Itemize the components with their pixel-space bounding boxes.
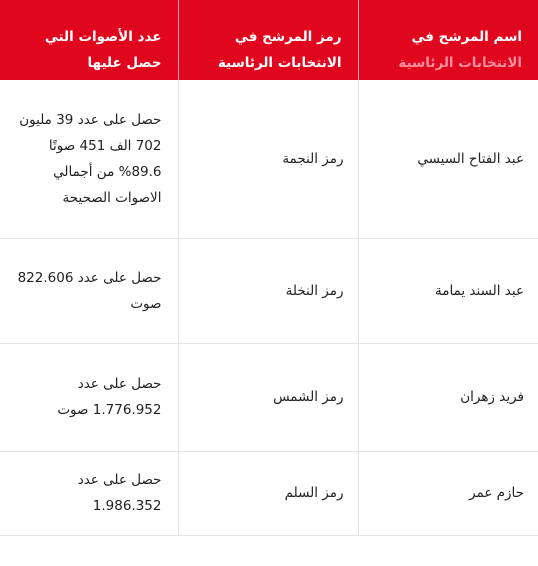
candidate-name-cell: حازم عمر <box>358 451 538 535</box>
table-row <box>0 451 538 535</box>
candidate-symbol-cell: رمز الشمس <box>178 343 358 451</box>
votes-cell: حصل على عدد 1.776.952 صوت <box>0 343 178 451</box>
candidate-name-cell: عبد الفتاح السيسي <box>358 80 538 238</box>
table-row <box>0 238 538 343</box>
votes-cell: حصل على عدد 1.986.352 <box>0 451 178 535</box>
header-candidate-symbol: رمز المرشح في الانتخابات الرئاسية <box>178 0 358 80</box>
header-candidate-name-line1: اسم المرشح في <box>411 29 522 45</box>
table-header <box>0 0 538 80</box>
table-row <box>0 80 538 238</box>
votes-cell: حصل على عدد 39 مليون 702 الف 451 صوتًا 89.6% من أجمالي الاصوات الصحيحة <box>0 80 178 238</box>
header-votes: عدد الأصوات التي حصل عليها <box>0 0 178 80</box>
votes-cell: حصل على عدد 822.606 صوت <box>0 238 178 343</box>
header-candidate-name <box>358 0 538 80</box>
candidate-name-cell: عبد السند يمامة <box>358 238 538 343</box>
header-candidate-name-line2: الانتخابات الرئاسية <box>398 55 522 71</box>
header-row <box>0 0 538 80</box>
candidate-name-cell: فريد زهران <box>358 343 538 451</box>
candidate-symbol-cell: رمز النخلة <box>178 238 358 343</box>
table-row <box>0 343 538 451</box>
candidate-symbol-cell: رمز السلم <box>178 451 358 535</box>
candidate-symbol-cell: رمز النجمة <box>178 80 358 238</box>
table-body <box>0 80 538 535</box>
